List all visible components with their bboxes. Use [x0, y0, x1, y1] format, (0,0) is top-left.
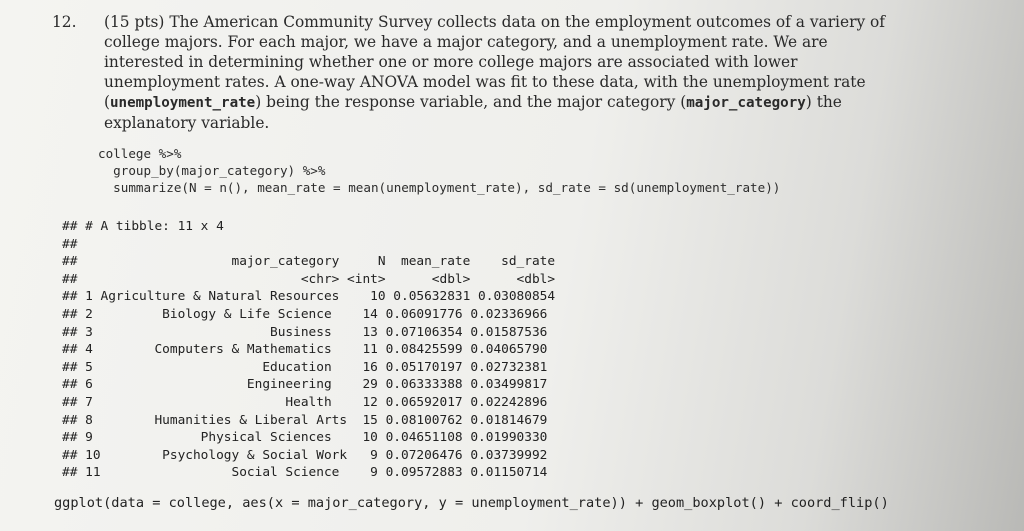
tibble-row: ## 6 Engineering 29 0.06333388 0.03499817: [62, 377, 548, 393]
question-number: 12.: [52, 13, 77, 31]
tibble-blank-line: ##: [62, 236, 78, 252]
tibble-row: ## 11 Social Science 9 0.09572883 0.01150714: [62, 465, 548, 481]
code-line-3: summarize(N = n(), mean_rate = mean(unemployment_rate), sd_rate = sd(unemployment_rate)): [98, 180, 781, 195]
r-output-block: [62, 218, 555, 482]
explanatory-variable-code: major_category: [686, 95, 806, 111]
tibble-column-types: ## <chr> <int> <dbl> <dbl>: [62, 271, 556, 287]
tibble-row: ## 9 Physical Sciences 10 0.04651108 0.01990330: [62, 430, 548, 446]
question-text-part1: The American Community Survey collects data on the employment outcomes of a variery of college majors. For each major, we have a major category, and a unemployment rate. We are interested in determining whether one or more college majors are associated with lower unemployment rates. A one-way ANOVA model was fit to these data, with the unemployment rate (: [104, 13, 885, 111]
question-text-part3: ) the explanatory variable.: [104, 93, 842, 132]
tibble-row: ## 5 Education 16 0.05170197 0.02732381: [62, 359, 548, 375]
question-points: (15 pts): [104, 13, 165, 31]
tibble-row: ## 3 Business 13 0.07106354 0.01587536: [62, 324, 548, 340]
question-text-part2: ) being the response variable, and the major category (: [255, 93, 687, 111]
ggplot-code: [54, 494, 889, 512]
r-code-block: [98, 145, 780, 196]
tibble-row: ## 10 Psychology & Social Work 9 0.07206476 0.03739992: [62, 447, 548, 463]
tibble-column-names: ## major_category N mean_rate sd_rate: [62, 254, 556, 270]
response-variable-code: unemployment_rate: [110, 95, 256, 111]
code-line-1: college %>%: [98, 146, 182, 161]
tibble-row: ## 1 Agriculture & Natural Resources 10 0.05632831 0.03080854: [62, 289, 556, 305]
tibble-header: ## # A tibble: 11 x 4: [62, 219, 224, 234]
tibble-row: ## 7 Health 12 0.06592017 0.02242896: [62, 394, 548, 410]
problem-statement: [52, 12, 908, 133]
tibble-row: ## 8 Humanities & Liberal Arts 15 0.08100762 0.01814679: [62, 412, 548, 428]
tibble-row: ## 4 Computers & Mathematics 11 0.08425599 0.04065790: [62, 342, 548, 358]
ggplot-code-line: ggplot(data = college, aes(x = major_category, y = unemployment_rate)) + geom_boxplot() + coord_flip(): [54, 495, 889, 511]
problem-paragraph: [52, 12, 908, 133]
code-line-2: group_by(major_category) %>%: [98, 163, 326, 178]
tibble-row: ## 2 Biology & Life Science 14 0.06091776 0.02336966: [62, 306, 548, 322]
